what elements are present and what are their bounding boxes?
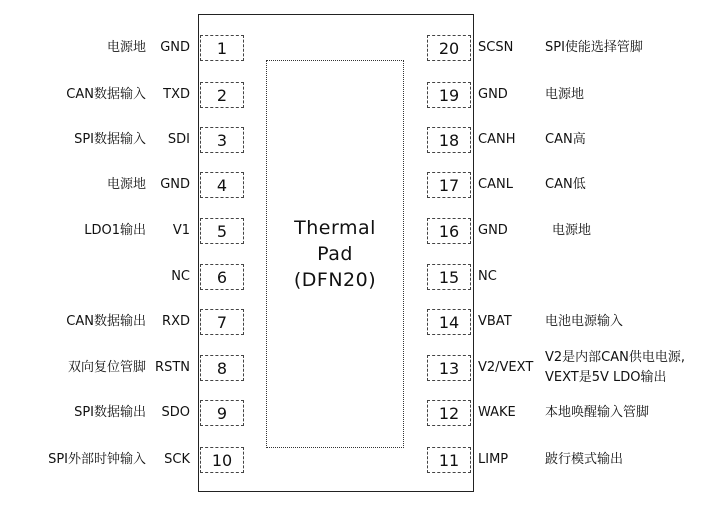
pin-name: NC [478, 269, 497, 284]
pin-number-box: 17 [427, 172, 471, 198]
pin-name: GND [160, 177, 190, 192]
pin-name: RXD [162, 314, 190, 329]
pin-number-box: 19 [427, 82, 471, 108]
pin-description: 双向复位管脚 [67, 360, 146, 375]
pin-number-box: 5 [200, 218, 244, 244]
pin-name: SCK [164, 452, 190, 467]
pin-name: GND [478, 87, 508, 102]
pin-description: 电源地 [545, 87, 585, 102]
pin-name: GND [160, 40, 190, 55]
pin-description: SPI外部时钟输入 [48, 452, 146, 467]
thermal-pad [266, 60, 404, 448]
pin-description: CAN低 [545, 177, 586, 192]
pin-description: CAN高 [545, 132, 586, 147]
pin-number-box: 15 [427, 264, 471, 290]
pin-number-box: 13 [427, 355, 471, 381]
pin-number-box: 16 [427, 218, 471, 244]
pin-name: GND [478, 223, 508, 238]
pin-name: RSTN [155, 360, 190, 375]
pin-description: SPI使能选择管脚 [545, 40, 643, 55]
pin-name: LIMP [478, 452, 509, 467]
pin-description: 本地唤醒输入管脚 [545, 405, 650, 420]
pin-name: TXD [163, 87, 190, 102]
pin-description: 电池电源输入 [545, 314, 624, 329]
pin-name: SDO [161, 405, 190, 420]
pin-name: V2/VEXT [478, 360, 534, 375]
pin-name: VBAT [478, 314, 512, 329]
pin-number-box: 10 [200, 447, 244, 473]
pin-name: V1 [172, 223, 190, 238]
pin-description: SPI数据输出 [74, 405, 146, 420]
pin-description: SPI数据输入 [74, 132, 146, 147]
pin-description: 跛行模式输出 [545, 452, 624, 467]
pin-number-box: 1 [200, 35, 244, 61]
pin-description: 电源地 [106, 40, 146, 55]
pin-number-box: 12 [427, 400, 471, 426]
pin-name: WAKE [478, 405, 516, 420]
pin-number-box: 6 [200, 264, 244, 290]
pin-name: SCSN [478, 40, 514, 55]
pin-description-line-2: VEXT是5V LDO输出 [545, 370, 667, 385]
pin-name: SDI [167, 132, 190, 147]
pin-number-box: 9 [200, 400, 244, 426]
pin-number-box: 3 [200, 127, 244, 153]
pin-description: 电源地 [106, 177, 146, 192]
pin-number-box: 7 [200, 309, 244, 335]
pin-name: CANL [478, 177, 513, 192]
pin-number-box: 18 [427, 127, 471, 153]
thermal-pad-line-2: Pad [317, 243, 353, 265]
pin-number-box: 11 [427, 447, 471, 473]
pin-description: LDO1输出 [84, 223, 146, 238]
pin-description: CAN数据输入 [66, 87, 146, 102]
pin-number-box: 4 [200, 172, 244, 198]
pin-number-box: 14 [427, 309, 471, 335]
pin-description-line-1: V2是内部CAN供电电源, [545, 350, 685, 365]
pin-description: CAN数据输出 [66, 314, 146, 329]
pin-name: CANH [478, 132, 516, 147]
pin-number-box: 2 [200, 82, 244, 108]
thermal-pad-line-1: Thermal [294, 217, 376, 239]
pin-number-box: 8 [200, 355, 244, 381]
thermal-pad-line-3: (DFN20) [293, 269, 377, 291]
pin-number-box: 20 [427, 35, 471, 61]
pin-description: 电源地 [552, 223, 592, 238]
pin-name: NC [171, 269, 190, 284]
